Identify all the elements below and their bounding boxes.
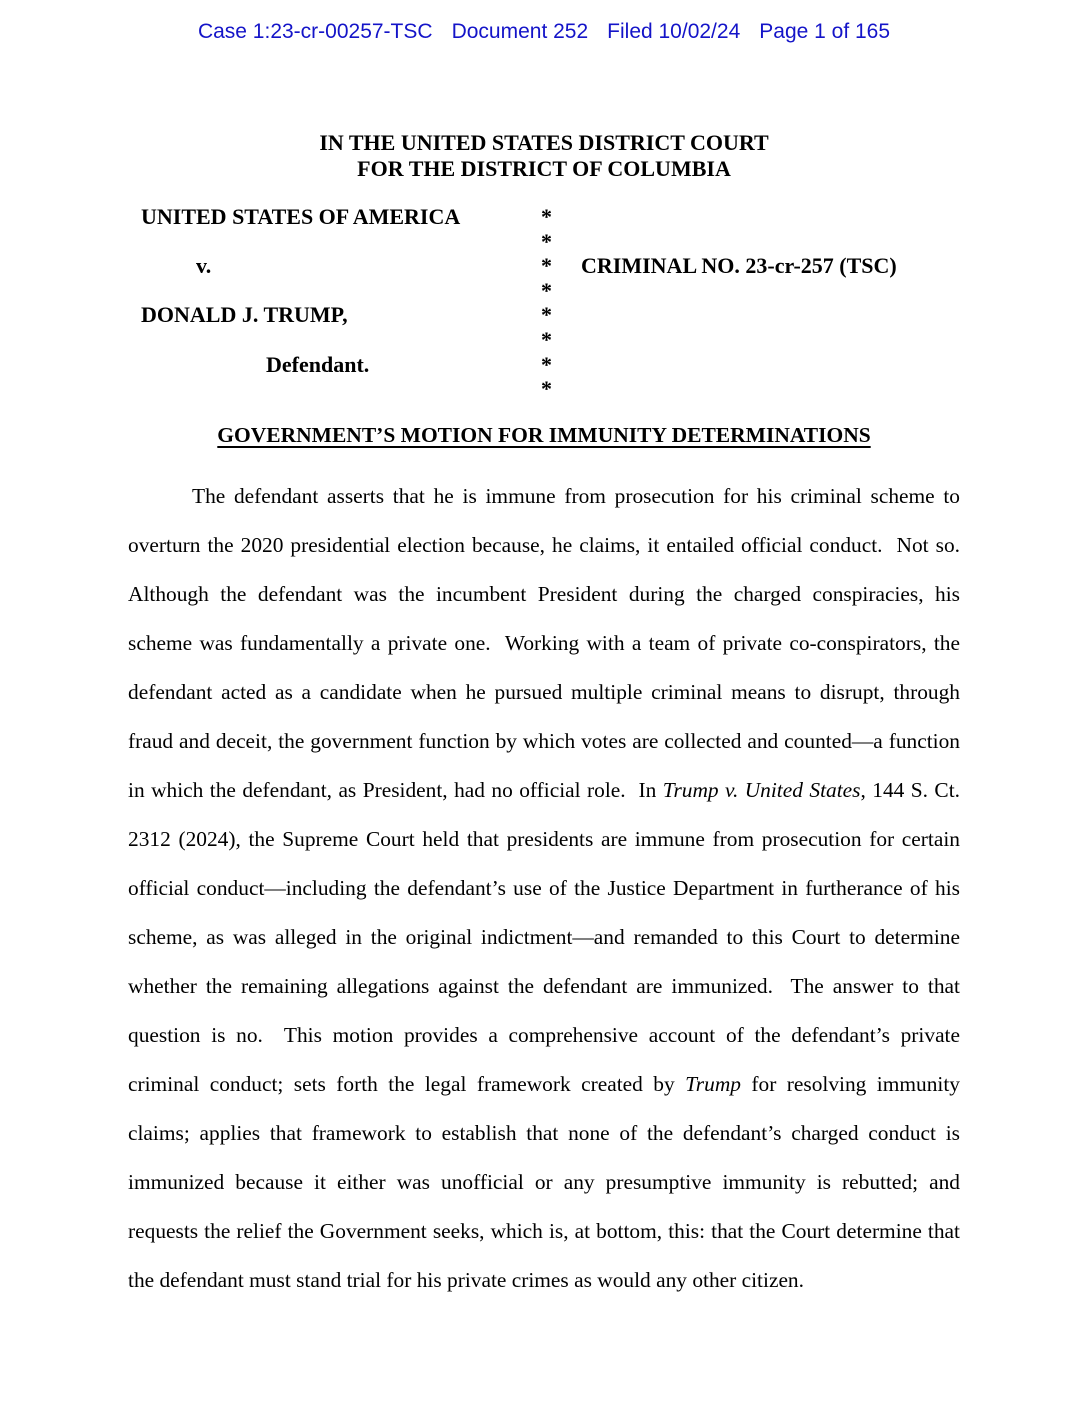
ecf-case-number: Case 1:23-cr-00257-TSC [197, 20, 433, 43]
ecf-document-number: Document 252 [451, 20, 589, 43]
caption-spacer [128, 230, 460, 255]
body-text-segment: The defendant asserts that he is immune from prosecution for his criminal scheme to overturn the 2020 presidential election because, he claims, it entailed official conduct. Not so. Although the defendant was the incumbent President during the charged conspiracies, his scheme was fundamentally a private one. Working with a team of private co-conspirators, the defendant acted as a candidate when he pursued multiple criminal means to disrupt, through fraud and deceit, the government function by which votes are collected and counted—a function in which the defendant, as President, had no official role. In [128, 484, 971, 802]
ecf-stamp [128, 0, 960, 43]
caption-separator-star: * [541, 228, 552, 254]
ecf-page-number: Page 1 of 165 [759, 20, 891, 43]
body-text-segment: for resolving immunity claims; applies that framework to establish that none of the defendant’s charged conduct is immunized because it either was unofficial or any presumptive immunity is rebutted; and requests the relief the Government seeks, which is, at bottom, this: that the Court determine that the defendant must stand trial for his private crimes as would any other citizen. [128, 1072, 966, 1292]
caption-spacer [128, 377, 460, 402]
case-caption [128, 205, 960, 403]
caption-separator-star: * [541, 204, 552, 229]
caption-separator-star: * [541, 302, 552, 328]
caption-separator-star: * [541, 253, 552, 279]
caption-separator-star: * [541, 277, 552, 303]
caption-separator-star: * [541, 326, 552, 352]
criminal-case-number: CRIMINAL NO. 23-cr-257 (TSC) [581, 253, 897, 279]
court-title [128, 130, 960, 182]
caption-spacer [128, 279, 460, 304]
motion-title: GOVERNMENT’S MOTION FOR IMMUNITY DETERMINATIONS [217, 423, 871, 447]
versus-label: v. [196, 253, 212, 279]
court-title-line1: IN THE UNITED STATES DISTRICT COURT [319, 130, 769, 155]
body-text-segment: , 144 S. Ct. 2312 (2024), the Supreme Court held that presidents are immune from prosecution for certain official conduct—including the defendant’s use of the Justice Department in furtherance of his scheme, as was alleged in the original indictment—and remanded to this Court to determine whether the remaining allegations against the defendant are immunized. The answer to that question is no. This motion provides a comprehensive account of the defendant’s private criminal conduct; sets forth the legal framework created by [128, 778, 966, 1096]
caption-separator-column [541, 205, 552, 402]
caption-spacer [128, 328, 460, 353]
defendant-label: Defendant. [266, 351, 370, 377]
defendant-name: DONALD J. TRUMP, [141, 302, 348, 328]
caption-case-number-column [581, 254, 897, 279]
case-citation-italic: Trump v. United States [662, 778, 861, 802]
plaintiff-name: UNITED STATES OF AMERICA [141, 204, 461, 229]
court-title-line2: FOR THE DISTRICT OF COLUMBIA [357, 156, 731, 181]
caption-parties [128, 205, 460, 402]
ecf-filed-date: Filed 10/02/24 [607, 20, 741, 43]
caption-separator-star: * [541, 376, 552, 402]
motion-body-paragraph [128, 472, 971, 1305]
caption-separator-star: * [541, 351, 552, 377]
case-citation-italic: Trump [685, 1072, 741, 1096]
